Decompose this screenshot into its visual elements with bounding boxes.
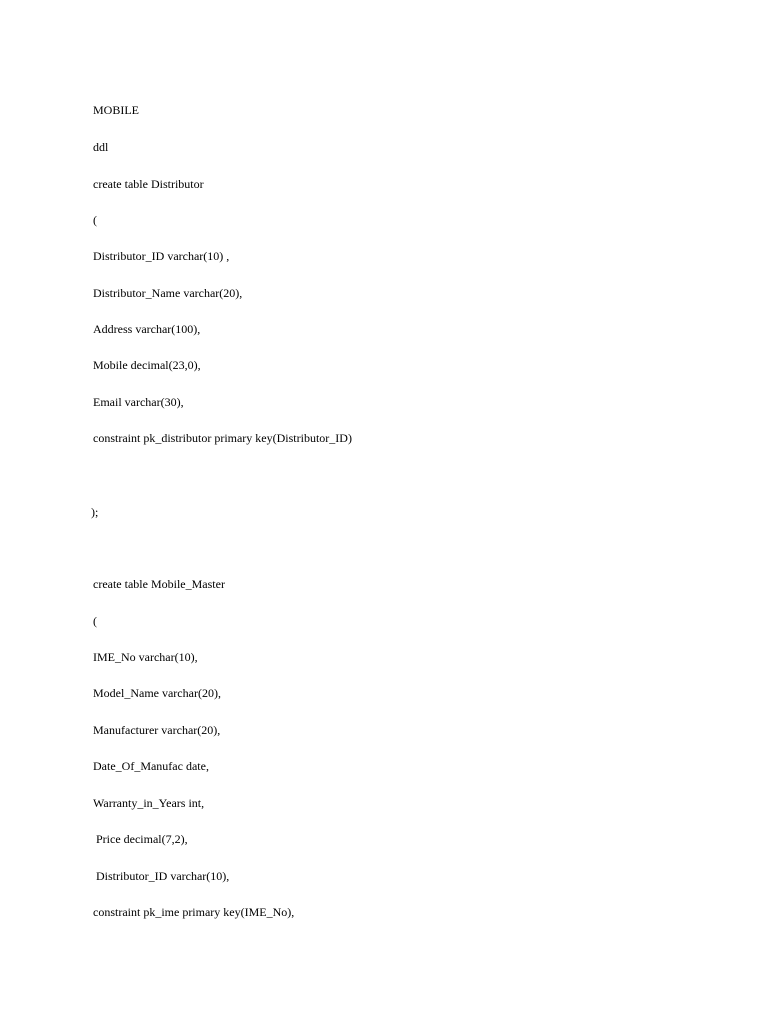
code-line: constraint pk_distributor primary key(Distributor_ID) [93, 431, 352, 445]
code-line: Model_Name varchar(20), [93, 686, 221, 700]
code-line: create table Distributor [93, 177, 204, 191]
code-line: create table Mobile_Master [93, 577, 225, 591]
code-line: IME_No varchar(10), [93, 650, 198, 664]
code-line: Price decimal(7,2), [93, 832, 188, 846]
code-line: constraint pk_ime primary key(IME_No), [93, 905, 295, 919]
section-label: ddl [93, 140, 109, 154]
code-line: Distributor_Name varchar(20), [93, 286, 243, 300]
code-line: Address varchar(100), [93, 322, 201, 336]
code-line: Distributor_ID varchar(10), [93, 869, 230, 883]
doc-title: MOBILE [93, 103, 139, 117]
code-line: Email varchar(30), [93, 395, 184, 409]
code-line: Manufacturer varchar(20), [93, 723, 221, 737]
code-line: Distributor_ID varchar(10) , [93, 249, 230, 263]
code-line: ); [91, 505, 99, 519]
code-line: Warranty_in_Years int, [93, 796, 205, 810]
code-line: Mobile decimal(23,0), [93, 358, 201, 372]
code-line: ( [93, 614, 97, 628]
code-line: Date_Of_Manufac date, [93, 759, 209, 773]
code-line: ( [93, 213, 97, 227]
